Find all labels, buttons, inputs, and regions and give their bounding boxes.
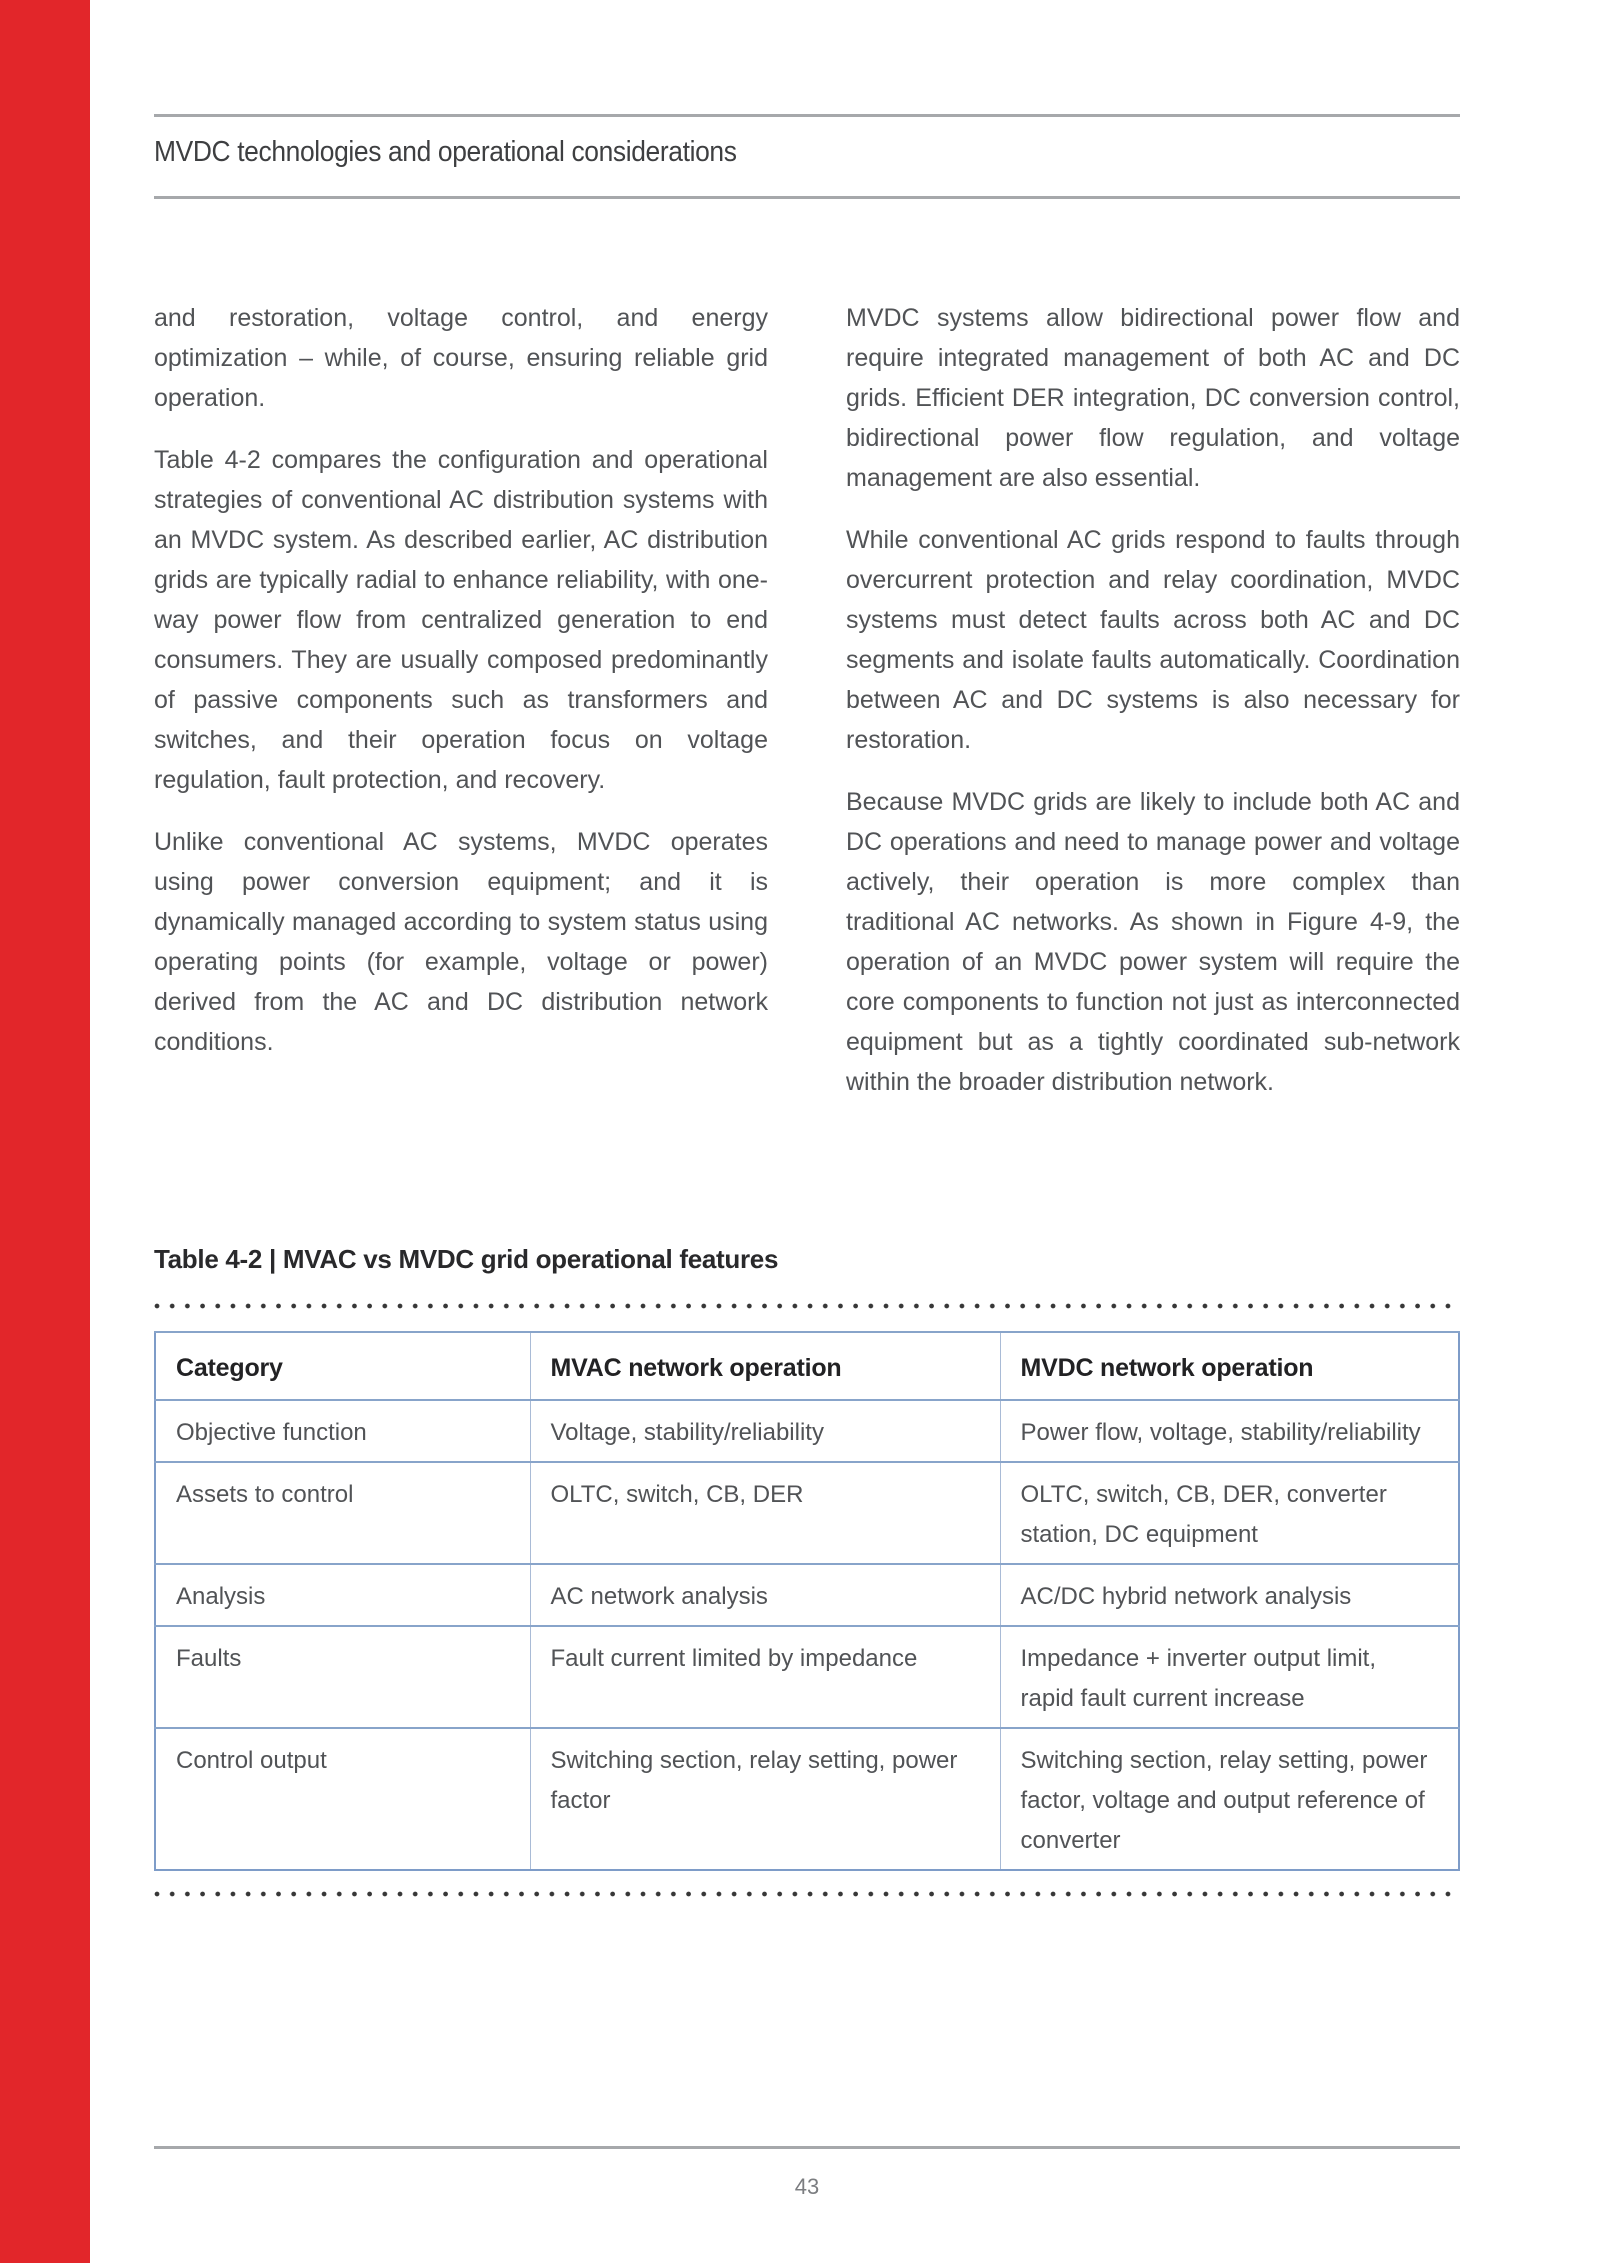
table-cell: OLTC, switch, CB, DER bbox=[530, 1462, 1000, 1564]
table-cell: Objective function bbox=[155, 1400, 530, 1462]
comparison-table bbox=[154, 1331, 1460, 1871]
table-cell: Voltage, stability/reliability bbox=[530, 1400, 1000, 1462]
table-cell: AC/DC hybrid network analysis bbox=[1000, 1564, 1459, 1626]
table-row bbox=[155, 1626, 1459, 1728]
table-cell: Power flow, voltage, stability/reliability bbox=[1000, 1400, 1459, 1462]
right-column bbox=[846, 298, 1460, 1124]
left-accent-bar bbox=[0, 0, 90, 2263]
header-bottom-rule bbox=[154, 196, 1460, 199]
page-number: 43 bbox=[794, 2174, 820, 2199]
paragraph: Table 4-2 compares the configuration and operational strategies of conventional AC distribution systems with an MVDC system. As described earlier, AC distribution grids are typically radial to enhance reliability, with one-way power flow from centralized generation to end consumers. They are usually composed predominantly of passive components such as transformers and switches, and their operation focus on voltage regulation, fault protection, and recovery. bbox=[154, 446, 768, 794]
table-row bbox=[155, 1462, 1459, 1564]
table-cell: AC network analysis bbox=[530, 1564, 1000, 1626]
table-cell: Control output bbox=[155, 1728, 530, 1870]
table-cell: Assets to control bbox=[155, 1462, 530, 1564]
body-columns bbox=[154, 298, 1460, 1124]
paragraph: and restoration, voltage control, and energy optimization – while, of course, ensuring reliable grid operation. bbox=[154, 304, 768, 412]
table-row bbox=[155, 1564, 1459, 1626]
table-cell: OLTC, switch, CB, DER, converter station, DC equipment bbox=[1000, 1462, 1459, 1564]
paragraph: While conventional AC grids respond to faults through overcurrent protection and relay coordination, MVDC systems must detect faults across both AC and DC segments and isolate faults automatically. Coordination between AC and DC systems is also necessary for restoration. bbox=[846, 526, 1460, 754]
table-row bbox=[155, 1400, 1459, 1462]
table-header-cell: MVAC network operation bbox=[530, 1332, 1000, 1400]
table-title: Table 4-2 | MVAC vs MVDC grid operational features bbox=[154, 1244, 779, 1274]
page-title: MVDC technologies and operational considerations bbox=[154, 136, 737, 168]
table-row bbox=[155, 1728, 1459, 1870]
header-top-rule bbox=[154, 114, 1460, 117]
dotted-separator-bottom bbox=[154, 1891, 1460, 1897]
table-cell: Impedance + inverter output limit, rapid fault current increase bbox=[1000, 1626, 1459, 1728]
footer-rule bbox=[154, 2146, 1460, 2149]
table-section bbox=[154, 1243, 1460, 1897]
table-cell: Switching section, relay setting, power factor bbox=[530, 1728, 1000, 1870]
paragraph: MVDC systems allow bidirectional power flow and require integrated management of both AC and DC grids. Efficient DER integration, DC conversion control, bidirectional power flow regulation, and voltage management are also essential. bbox=[846, 304, 1460, 492]
left-column bbox=[154, 298, 768, 1124]
table-header-cell: MVDC network operation bbox=[1000, 1332, 1459, 1400]
dotted-separator-top bbox=[154, 1303, 1460, 1309]
table-header-row bbox=[155, 1332, 1459, 1400]
paragraph: Unlike conventional AC systems, MVDC operates using power conversion equipment; and it is dynamically managed according to system status using operating points (for example, voltage or power) derived from the AC and DC distribution network conditions. bbox=[154, 828, 768, 1056]
table-cell: Faults bbox=[155, 1626, 530, 1728]
table-cell: Switching section, relay setting, power factor, voltage and output reference of converter bbox=[1000, 1728, 1459, 1870]
table-header-cell: Category bbox=[155, 1332, 530, 1400]
table-cell: Analysis bbox=[155, 1564, 530, 1626]
paragraph: Because MVDC grids are likely to include both AC and DC operations and need to manage power and voltage actively, their operation is more complex than traditional AC networks. As shown in Figure 4-9, the operation of an MVDC power system will require the core components to function not just as interconnected equipment but as a tightly coordinated sub-network within the broader distribution network. bbox=[846, 788, 1460, 1096]
table-cell: Fault current limited by impedance bbox=[530, 1626, 1000, 1728]
